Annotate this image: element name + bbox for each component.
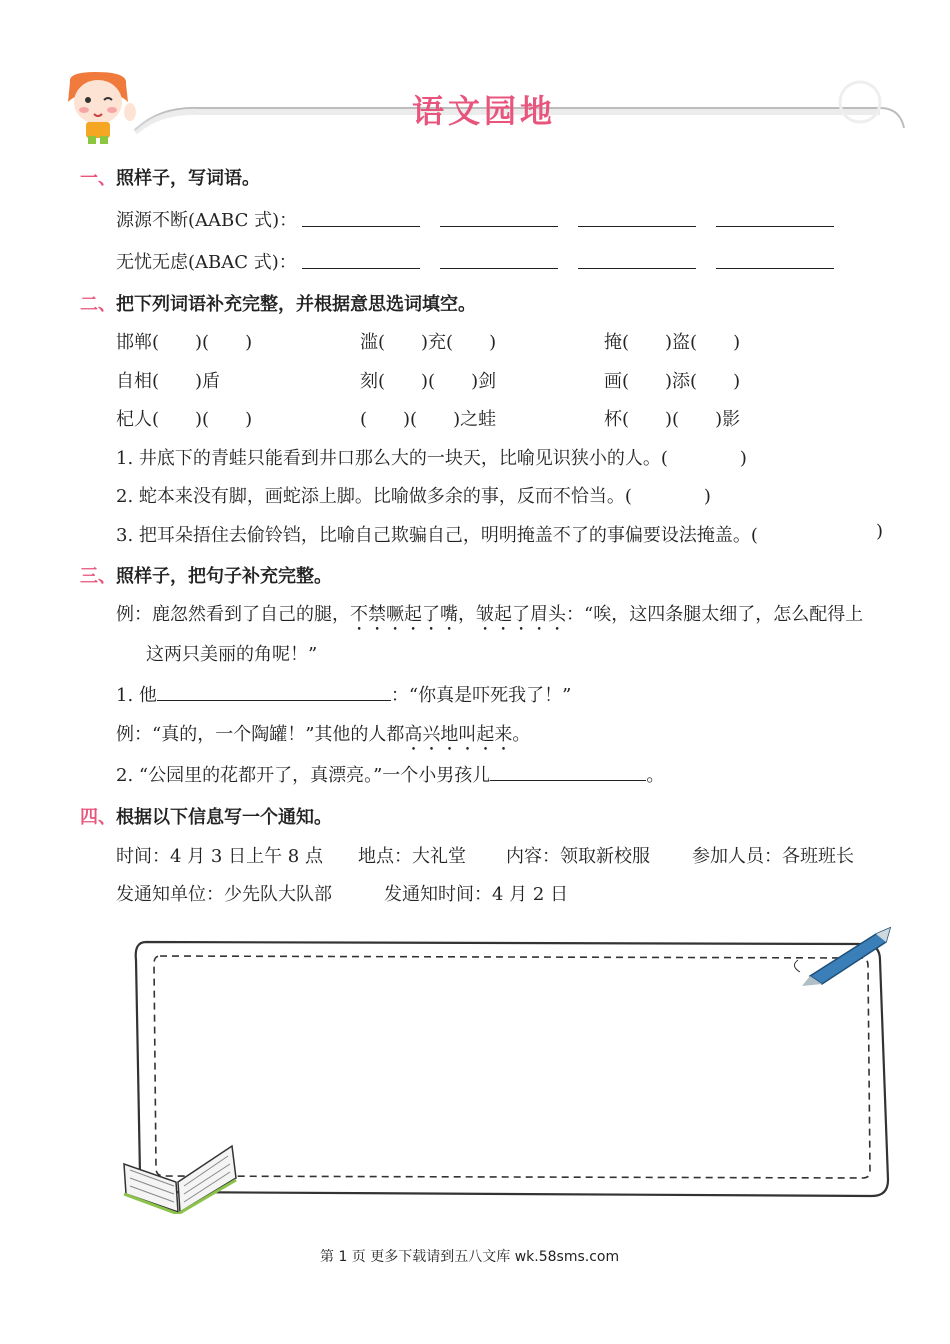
idiom-item[interactable]: 自相( )盾	[116, 371, 221, 392]
s1-row-1	[116, 206, 297, 232]
idiom-item[interactable]: 刻( )( )剑	[360, 371, 497, 392]
s1-row1-blank-1[interactable]	[302, 208, 420, 227]
s3-example-1-line2: 这两只美丽的角呢！”	[146, 644, 318, 665]
idiom-item[interactable]: 杯( )( )影	[604, 409, 741, 430]
notice-info-time: 时间：4 月 3 日上午 8 点	[116, 846, 323, 867]
s3-ex1-prefix: 例：鹿忽然看到了自己的腿，	[116, 604, 350, 625]
notice-info-content: 内容：领取新校服	[506, 846, 650, 867]
s2-question-1[interactable]: 1. 井底下的青蛙只能看到井口那么大的一块天，比喻见识狭小的人。( )	[116, 448, 747, 469]
notice-info-unit: 发通知单位：少先队大队部	[116, 884, 332, 905]
s3-q2-prefix: 2. “公园里的花都开了，真漂亮。”一个小男孩儿	[116, 765, 491, 786]
s2-question-2[interactable]: 2. 蛇本来没有脚，画蛇添上脚。比喻做多余的事，反而不恰当。( )	[116, 486, 711, 507]
s3-q2-suffix: 。	[646, 765, 665, 786]
idiom-item[interactable]: 滥( )充( )	[360, 332, 497, 353]
s1-row2-blank-4[interactable]	[716, 250, 834, 269]
notice-info-place: 地点：大礼堂	[358, 846, 466, 867]
notice-info-date: 发通知时间：4 月 2 日	[384, 884, 569, 905]
s3-q1-suffix: ：“你真是吓死我了！”	[390, 685, 572, 706]
pen-icon	[790, 920, 900, 990]
s3-q1-blank[interactable]	[157, 682, 391, 701]
s2-question-3-close: )	[876, 521, 884, 542]
girl-mascot-icon	[48, 72, 148, 144]
section-4-title: 根据以下信息写一个通知。	[116, 807, 332, 828]
idiom-item[interactable]: 掩( )盗( )	[604, 332, 741, 353]
section-2-title: 把下列词语补充完整，并根据意思选词填空。	[116, 294, 476, 315]
s3-ex2-prefix: 例：“真的，一个陶罐！”其他的人都	[116, 724, 405, 745]
idiom-item[interactable]: 邯郸( )( )	[116, 332, 253, 353]
section-3-title: 照样子，把句子补充完整。	[116, 566, 332, 587]
section-3-number: 三、	[80, 566, 116, 587]
section-4-heading	[80, 803, 332, 829]
notice-info-people: 参加人员：各班班长	[692, 846, 854, 867]
decor-faint-icon	[820, 72, 900, 132]
s1-row1-blank-4[interactable]	[716, 208, 834, 227]
section-2-heading	[80, 290, 476, 316]
s1-row1-label: 源源不断(AABC 式)：	[116, 210, 298, 231]
page-footer: 第 1 页 更多下载请到五八文库 wk.58sms.com	[320, 1249, 620, 1265]
s3-q1-prefix: 1. 他	[116, 685, 157, 706]
s3-question-2	[116, 761, 664, 787]
s3-q2-blank[interactable]	[490, 762, 646, 781]
s1-row2-blank-3[interactable]	[578, 250, 696, 269]
section-3-heading	[80, 562, 332, 588]
idiom-item[interactable]: 画( )添( )	[604, 371, 741, 392]
s3-ex2-emphasis: 高兴地叫起来	[404, 724, 513, 745]
s3-question-1	[116, 681, 571, 707]
s1-row1-blank-3[interactable]	[578, 208, 696, 227]
s3-ex2-suffix: 。	[512, 724, 531, 745]
idiom-item[interactable]: ( )( )之蛙	[360, 409, 497, 430]
s3-ex1-suffix: ：“唉，这四条腿太细了，怎么配得上	[566, 604, 864, 625]
s1-row2-blank-1[interactable]	[302, 250, 420, 269]
s1-row1-blank-2[interactable]	[440, 208, 558, 227]
section-4-number: 四、	[80, 807, 116, 828]
open-book-icon	[120, 1134, 240, 1214]
s3-example-1	[116, 600, 863, 635]
section-1-heading	[80, 164, 260, 190]
s2-question-3[interactable]: 3. 把耳朵捂住去偷铃铛，比喻自己欺骗自己，明明掩盖不了的事偏要设法掩盖。(	[116, 525, 758, 546]
page-title: 语文园地	[412, 92, 557, 130]
section-2-number: 二、	[80, 294, 116, 315]
s1-row2-blank-2[interactable]	[440, 250, 558, 269]
s1-row2-label: 无忧无虑(ABAC 式)：	[116, 252, 297, 273]
s1-row-2	[116, 248, 297, 274]
s3-ex1-emphasis: 不禁噘起了嘴，皱起了眉头	[350, 604, 566, 625]
section-1-title: 照样子，写词语。	[116, 168, 260, 189]
idiom-item[interactable]: 杞人( )( )	[116, 409, 253, 430]
s3-example-2	[116, 720, 530, 755]
section-1-number: 一、	[80, 168, 116, 189]
